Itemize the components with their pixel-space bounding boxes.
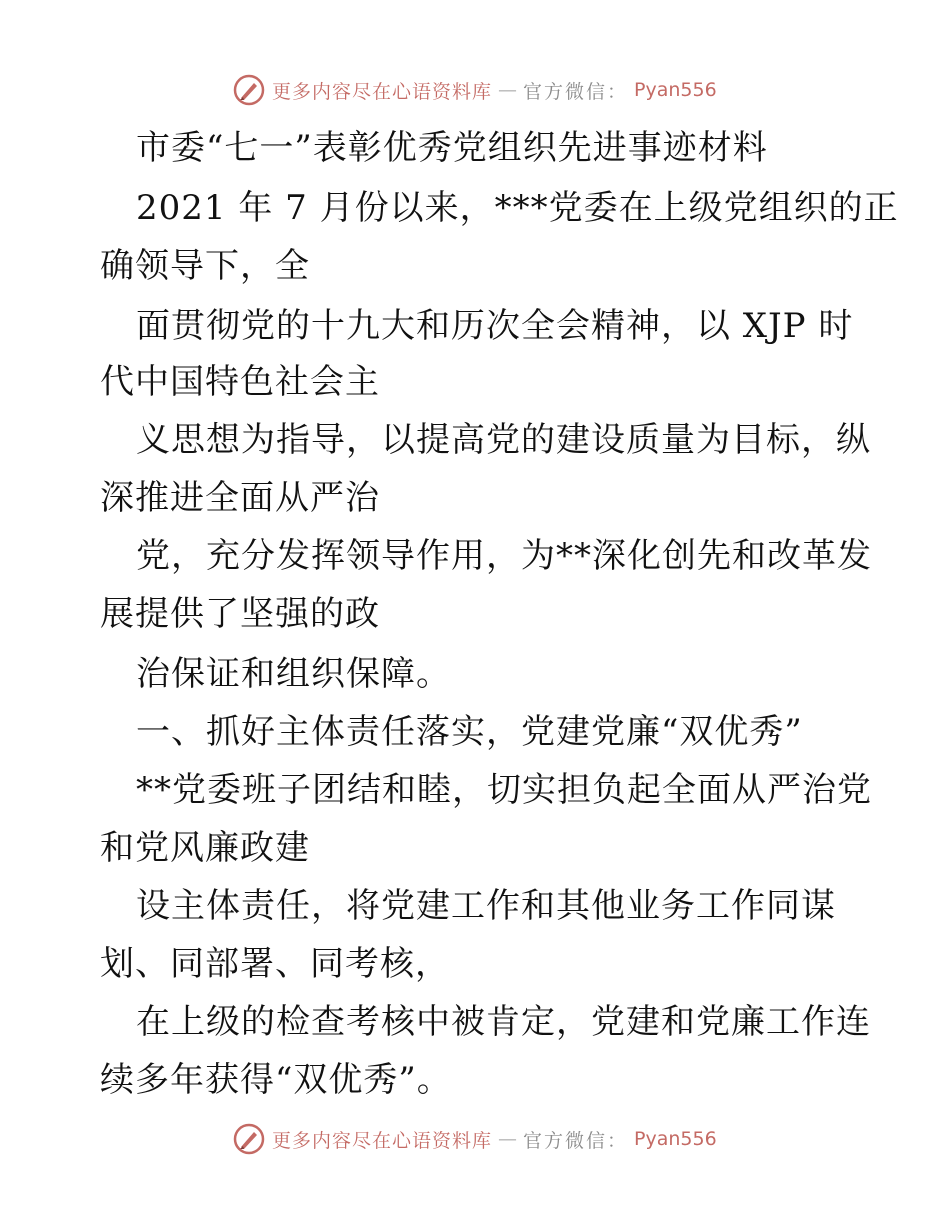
- watermark-footer: [232, 1121, 752, 1157]
- watermark-wechat-id: Pyan556: [634, 1128, 717, 1150]
- text-line: 义思想为指导，以提高党的建设质量为目标，纵: [136, 420, 871, 460]
- text-line: **党委班子团结和睦，切实担负起全面从严治党: [136, 770, 872, 810]
- pen-seal-icon: [232, 73, 266, 107]
- pen-seal-icon: [232, 1122, 266, 1156]
- text-line: 展提供了坚强的政: [100, 594, 380, 634]
- text-line: 2021 年 7 月份以来，***党委在上级党组织的正: [136, 188, 899, 228]
- watermark-main-text: 更多内容尽在心语资料库: [272, 80, 493, 103]
- watermark-side-text: 官方微信：: [523, 80, 629, 103]
- watermark-dash: —: [498, 79, 518, 101]
- section-heading: 一、抓好主体责任落实，党建党廉“双优秀”: [136, 712, 803, 752]
- text-line: 党，充分发挥领导作用，为**深化创先和改革发: [136, 536, 872, 576]
- text-line: 面贯彻党的十九大和历次全会精神，以 XJP 时: [136, 306, 854, 346]
- watermark-wechat-id: Pyan556: [634, 79, 717, 101]
- text-line: 确领导下，全: [100, 246, 310, 286]
- text-line: 治保证和组织保障。: [136, 654, 451, 694]
- document-title: 市委“七一”表彰优秀党组织先进事迹材料: [136, 128, 768, 168]
- text-line: 设主体责任，将党建工作和其他业务工作同谋: [136, 886, 836, 926]
- text-line: 在上级的检查考核中被肯定，党建和党廉工作连: [136, 1002, 871, 1042]
- text-line: 划、同部署、同考核，: [100, 944, 450, 984]
- text-line: 和党风廉政建: [100, 828, 310, 868]
- text-line: 续多年获得“双优秀”。: [100, 1060, 452, 1100]
- text-line: 代中国特色社会主: [100, 362, 380, 402]
- watermark-header: [232, 72, 752, 108]
- watermark-dash: —: [498, 1128, 518, 1150]
- watermark-side-text: 官方微信：: [523, 1129, 629, 1152]
- watermark-main-text: 更多内容尽在心语资料库: [272, 1129, 493, 1152]
- text-line: 深推进全面从严治: [100, 478, 380, 518]
